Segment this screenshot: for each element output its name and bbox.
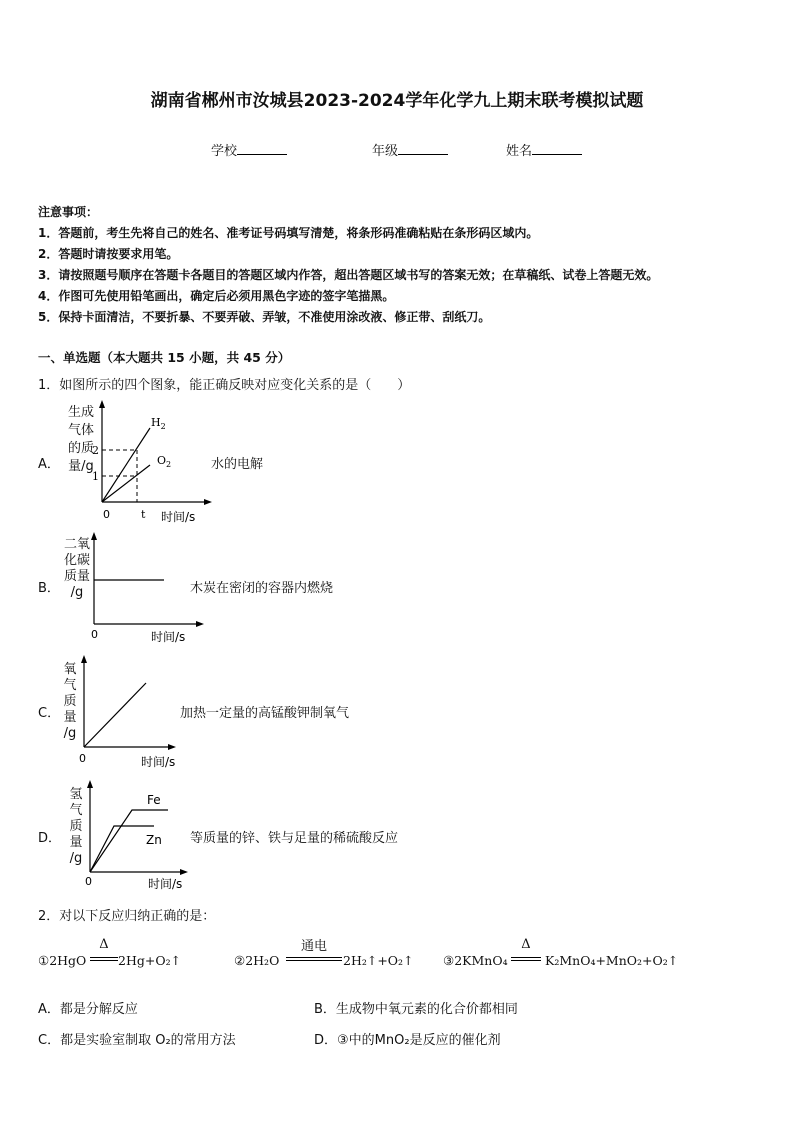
ylabel-line: 质量 <box>63 569 90 584</box>
grade-label: 年级 <box>372 144 399 159</box>
fe-label: Fe <box>147 793 161 807</box>
y-axis-arrow <box>99 400 105 408</box>
ylabel-line: 二氧 <box>63 537 90 552</box>
tick-1: 1 <box>92 470 99 483</box>
h2-line <box>102 428 150 502</box>
graph-d <box>84 780 196 896</box>
school-blank[interactable] <box>237 142 287 155</box>
equation-3-left: ③2KMnO₄ <box>443 953 508 968</box>
grade-blank[interactable] <box>398 142 448 155</box>
y-axis-arrow <box>91 532 97 540</box>
q2-option-b[interactable]: B．生成物中氧元素的化合价都相同 <box>314 1002 518 1017</box>
school-label: 学校 <box>211 144 238 159</box>
x-axis-arrow <box>196 621 204 627</box>
q1-option-b-letter[interactable]: B． <box>38 581 60 596</box>
graph-a-caption: 水的电解 <box>211 457 264 472</box>
notice-item: 4．作图可先使用铅笔画出，确定后必须用黑色字迹的签字笔描黑。 <box>38 289 395 303</box>
grade-field[interactable] <box>372 140 448 159</box>
graph-a <box>90 400 215 530</box>
x-label: 时间/s <box>151 630 186 644</box>
origin-label: 0 <box>79 752 86 765</box>
graph-c <box>78 655 190 771</box>
ylabel-line: /g <box>63 726 77 741</box>
graph-d-caption: 等质量的锌、铁与足量的稀硫酸反应 <box>190 831 399 846</box>
equation-1-right: 2Hg+O₂↑ <box>118 953 182 968</box>
ylabel-line: 生成 <box>67 405 94 420</box>
origin-label: 0 <box>85 875 92 888</box>
notice-heading: 注意事项： <box>38 205 99 219</box>
y-axis-arrow <box>87 780 93 788</box>
equation-1-left: ①2HgO <box>38 953 87 968</box>
equation-1-bar <box>90 957 118 958</box>
q1-option-c-letter[interactable]: C． <box>38 706 61 721</box>
equation-1-condition: Δ <box>99 937 109 952</box>
zn-line <box>90 826 154 872</box>
equation-3-condition: Δ <box>521 937 531 952</box>
ylabel-line: 量/g <box>68 459 94 474</box>
equation-3-right: K₂MnO₄+MnO₂+O₂↑ <box>545 953 679 968</box>
notice-item: 2．答题时请按要求用笔。 <box>38 247 179 261</box>
equation-2-bar <box>286 957 342 958</box>
o2-line <box>84 683 146 747</box>
section-heading: 一、单选题（本大题共 15 小题，共 45 分） <box>38 350 291 365</box>
equation-2-bar <box>286 960 342 961</box>
ylabel-line: 量 <box>69 835 83 850</box>
t-label: t <box>141 508 146 521</box>
x-label: 时间/s <box>161 510 196 524</box>
notice-item: 1．答题前，考生先将自己的姓名、准考证号码填写清楚，将条形码准确粘贴在条形码区域内。 <box>38 226 539 240</box>
h2-label: $H_2$ <box>151 416 166 431</box>
x-label: 时间/s <box>148 877 183 891</box>
equation-3-bar <box>511 960 541 961</box>
page-title: 湖南省郴州市汝城县2023-2024学年化学九上期末联考模拟试题 <box>150 91 644 111</box>
notice-item: 3．请按照题号顺序在答题卡各题目的答题区域内作答，超出答题区域书写的答案无效；在草稿纸、试卷上答题无效。 <box>38 268 659 282</box>
graph-b-caption: 木炭在密闭的容器内燃烧 <box>190 581 334 596</box>
x-label: 时间/s <box>141 755 176 769</box>
q1-option-a-letter[interactable]: A． <box>38 457 60 472</box>
origin-label: 0 <box>91 628 98 641</box>
graph-c-caption: 加热一定量的高锰酸钾制氧气 <box>180 706 350 721</box>
q2-option-d[interactable]: D．③中的MnO₂是反应的催化剂 <box>314 1033 501 1048</box>
ylabel-line: 量 <box>63 710 77 725</box>
q2-option-c[interactable]: C．都是实验室制取 O₂的常用方法 <box>38 1033 236 1048</box>
notice-item: 5．保持卡面清洁，不要折暴、不要弄破、弄皱，不准使用涂改液、修正带、刮纸刀。 <box>38 310 491 324</box>
name-label: 姓名 <box>506 144 533 159</box>
equation-3-bar <box>511 957 541 958</box>
notice-block <box>38 203 778 323</box>
school-field[interactable] <box>211 140 287 159</box>
origin-label: 0 <box>103 508 110 521</box>
o2-line <box>102 465 150 502</box>
equation-2-left: ②2H₂O <box>234 953 280 968</box>
ylabel-line: 气 <box>63 678 77 693</box>
q2-option-a[interactable]: A．都是分解反应 <box>38 1002 138 1017</box>
q1-option-d-letter[interactable]: D． <box>38 831 62 846</box>
tick-2: 2 <box>92 444 99 457</box>
x-axis-arrow <box>204 499 212 505</box>
ylabel-line: 气 <box>69 803 83 818</box>
x-axis-arrow <box>168 744 176 750</box>
equation-2-condition: 通电 <box>300 939 327 954</box>
ylabel-line: /g <box>70 585 84 600</box>
x-axis-arrow <box>180 869 188 875</box>
o2-label: $O_2$ <box>157 454 172 469</box>
name-field[interactable] <box>506 140 582 159</box>
equation-1-bar <box>90 960 118 961</box>
name-blank[interactable] <box>532 142 582 155</box>
graph-c-ylabel <box>60 662 80 742</box>
ylabel-line: 氧 <box>63 662 77 677</box>
ylabel-line: /g <box>69 851 83 866</box>
y-axis-arrow <box>81 655 87 663</box>
graph-d-ylabel <box>66 787 86 867</box>
ylabel-line: 氢 <box>69 787 83 802</box>
ylabel-line: 气体 <box>67 423 94 438</box>
question-1-stem: 1．如图所示的四个图象，能正确反映对应变化关系的是（ ） <box>38 378 411 393</box>
ylabel-line: 质 <box>69 819 83 834</box>
ylabel-line: 的质 <box>67 441 94 456</box>
question-2-stem: 2．对以下反应归纳正确的是： <box>38 909 216 924</box>
ylabel-line: 质 <box>63 694 77 709</box>
zn-label: Zn <box>146 833 162 847</box>
ylabel-line: 化碳 <box>63 553 90 568</box>
equation-2-right: 2H₂↑+O₂↑ <box>343 953 414 968</box>
